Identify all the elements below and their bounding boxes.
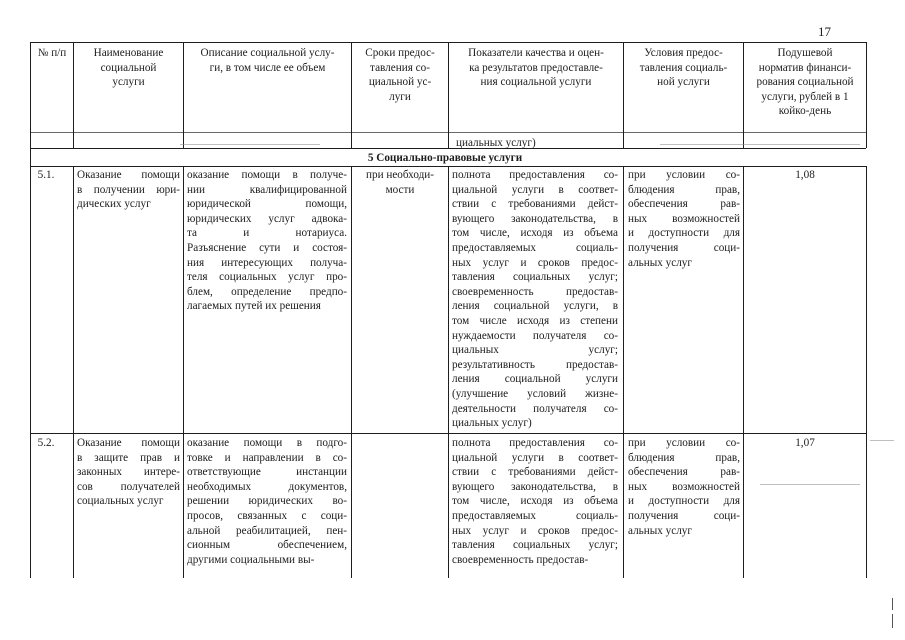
row-5-2-norm: 1,07 xyxy=(795,437,815,449)
text-line: полнота предоставления со- xyxy=(452,437,618,449)
text-line: альной реабилитацией, пен- xyxy=(187,524,347,537)
grid-line-1b xyxy=(73,166,74,578)
text-line: Подушевой xyxy=(777,47,833,59)
text-line: деятельности получателя со- xyxy=(452,402,618,415)
row-5-2-quality xyxy=(452,436,618,567)
text-line: ответствующие инстанции xyxy=(187,466,347,479)
text-line: при условии со- xyxy=(628,169,740,181)
text-line: тавления социальных услуг; xyxy=(452,271,618,284)
text-line: необходимых документов, xyxy=(187,480,347,493)
text-line: мости xyxy=(385,183,415,196)
text-line: альных услуг xyxy=(628,524,692,537)
text-line: своевременность предостав- xyxy=(452,285,618,298)
text-line: оказание помощи в подго- xyxy=(187,437,347,449)
grid-line-3b xyxy=(351,166,352,578)
text-line: ных возможностей xyxy=(628,212,740,225)
text-line: тавления социальных услуг; xyxy=(452,539,618,552)
text-line: та и нотариуса. xyxy=(187,227,347,240)
text-line: получения соци- xyxy=(628,241,740,254)
text-line: полнота предоставления со- xyxy=(452,169,618,181)
text-line: в защите прав и xyxy=(77,451,180,464)
row-5-1-terms xyxy=(352,168,448,197)
row-5-1-conditions xyxy=(628,168,740,270)
grid-line-2b xyxy=(183,166,184,578)
text-line: своевременность предостав- xyxy=(452,553,589,566)
text-line: получения соци- xyxy=(628,509,740,522)
text-line: ния социальной услуги xyxy=(480,76,592,89)
text-line: Показатели качества и оцен- xyxy=(468,47,604,59)
text-line: рования социальной xyxy=(756,76,854,89)
grid-line-right-b xyxy=(866,166,867,578)
row-5-2-description xyxy=(187,436,347,567)
header-quality xyxy=(449,46,623,90)
header-num xyxy=(31,46,73,61)
row-5-1-norm: 1,08 xyxy=(795,169,815,181)
text-line: услуги xyxy=(112,76,145,89)
text-line: луги xyxy=(389,90,411,103)
text-line: Оказание помощи xyxy=(77,437,180,449)
text-line: предоставляемых социаль- xyxy=(452,509,618,522)
scan-artifact xyxy=(870,440,894,441)
text-line: юридических услуг адвока- xyxy=(187,212,347,225)
text-line: социальных услуг xyxy=(77,495,164,508)
header-terms xyxy=(352,46,448,104)
scan-artifact xyxy=(180,144,320,145)
carryover-text: циальных услуг) xyxy=(456,137,536,149)
text-line: юридической помощи, xyxy=(187,198,347,211)
text-line: ги, в том числе ее объем xyxy=(209,61,326,74)
text-line: циальной услуги в соответ- xyxy=(452,183,618,196)
text-line: ния интересующих получа- xyxy=(187,256,347,269)
text-line: ления социальной услуги xyxy=(452,373,618,386)
text-line: обеспечения рав- xyxy=(628,466,740,479)
text-line: Наименование xyxy=(93,47,164,59)
text-line: социальной xyxy=(100,61,157,74)
text-line: другими социальными вы- xyxy=(187,553,315,566)
scan-artifact xyxy=(760,484,860,485)
header-conditions xyxy=(624,46,743,90)
text-line: оказание помощи в получе- xyxy=(187,169,347,181)
scan-artifact xyxy=(660,144,860,145)
text-line: законных интере- xyxy=(77,466,180,479)
row-5-1-num: 5.1. xyxy=(37,169,55,181)
text-line: вующего законодательства, в xyxy=(452,480,618,493)
page-number: 17 xyxy=(818,24,831,39)
text-line: Оказание помощи xyxy=(77,169,180,181)
text-line: № п/п xyxy=(37,47,67,59)
text-line: лагаемых путей их решения xyxy=(187,300,321,313)
grid-line-6b xyxy=(743,166,744,578)
text-line: ствии с требованиями дейст- xyxy=(452,466,618,479)
text-line: норматив финанси- xyxy=(758,61,852,74)
text-line: ствии с требованиями дейст- xyxy=(452,198,618,211)
text-line: том числе, исходя из объема xyxy=(452,227,618,240)
text-line: ной услуги xyxy=(657,76,710,89)
row-5-2-num: 5.2. xyxy=(37,437,55,449)
text-line: и доступности для xyxy=(628,227,740,240)
text-line: при необходи- xyxy=(365,169,435,181)
row-5-1-quality xyxy=(452,168,618,431)
text-line: (улучшение условий жизне- xyxy=(452,387,618,400)
text-line: Разъяснение сути и состоя- xyxy=(187,241,347,254)
text-line: Условия предос- xyxy=(644,47,723,59)
text-line: том числе исходя из степени xyxy=(452,314,618,327)
text-line: при условии со- xyxy=(628,437,740,449)
text-line: тавления социаль- xyxy=(639,61,728,74)
grid-line-left xyxy=(30,166,31,578)
text-line: ления социальной услуги, в xyxy=(452,300,618,313)
text-line: ных возможностей xyxy=(628,480,740,493)
text-line: блюдения прав, xyxy=(628,451,740,464)
text-line: вующего законодательства, в xyxy=(452,212,618,225)
section-top-border xyxy=(30,148,866,149)
grid-line-4b xyxy=(448,166,449,578)
row-5-1-description xyxy=(187,168,347,314)
text-line: в получении юри- xyxy=(77,183,180,196)
text-line: предоставляемых социаль- xyxy=(452,241,618,254)
header-norm xyxy=(744,46,866,119)
text-line: сионным обеспечением, xyxy=(187,539,347,552)
header-description xyxy=(184,46,351,75)
grid-line-5b xyxy=(623,166,624,578)
text-line: койко-день xyxy=(778,105,832,118)
row-5-2-name xyxy=(77,436,180,509)
text-line: ных услуг и сроков предос- xyxy=(452,524,618,537)
text-line: тавления со- xyxy=(370,61,430,74)
row-5-1-name xyxy=(77,168,180,212)
text-line: циальных услуг) xyxy=(452,417,532,430)
text-line: нуждаемости получателя со- xyxy=(452,329,618,342)
text-line: услуги, рублей в 1 xyxy=(761,90,849,103)
text-line: блюдения прав, xyxy=(628,183,740,196)
text-line: нии квалифицированной xyxy=(187,183,347,196)
header-name xyxy=(74,46,183,90)
scan-mark xyxy=(892,598,893,610)
text-line: дических услуг xyxy=(77,198,151,211)
text-line: циальной услуги в соответ- xyxy=(452,451,618,464)
grid-line-right xyxy=(866,42,867,148)
text-line: товке и направлении в со- xyxy=(187,451,347,464)
text-line: циальных услуг; xyxy=(452,344,618,357)
row-5-2-conditions xyxy=(628,436,740,538)
text-line: ка результатов предоставле- xyxy=(469,61,603,74)
text-line: Сроки предос- xyxy=(365,47,435,59)
text-line: обеспечения рав- xyxy=(628,198,740,211)
text-line: теля социальных услуг про- xyxy=(187,271,347,284)
text-line: результативность предостав- xyxy=(452,358,618,371)
text-line: решении юридических во- xyxy=(187,495,347,508)
section-title: 5 Социально-правовые услуги xyxy=(367,152,523,164)
text-line: просов, связанных с соци- xyxy=(187,509,347,522)
text-line: ных услуг и сроков предос- xyxy=(452,256,618,269)
text-line: циальной ус- xyxy=(368,76,432,89)
text-line: альных услуг xyxy=(628,256,692,269)
text-line: Описание социальной услу- xyxy=(200,47,335,59)
scan-mark xyxy=(892,614,893,628)
text-line: блем, определение предпо- xyxy=(187,285,347,298)
text-line: том числе, исходя из объема xyxy=(452,495,618,508)
text-line: и доступности для xyxy=(628,495,740,508)
text-line: сов получателей xyxy=(77,480,180,493)
